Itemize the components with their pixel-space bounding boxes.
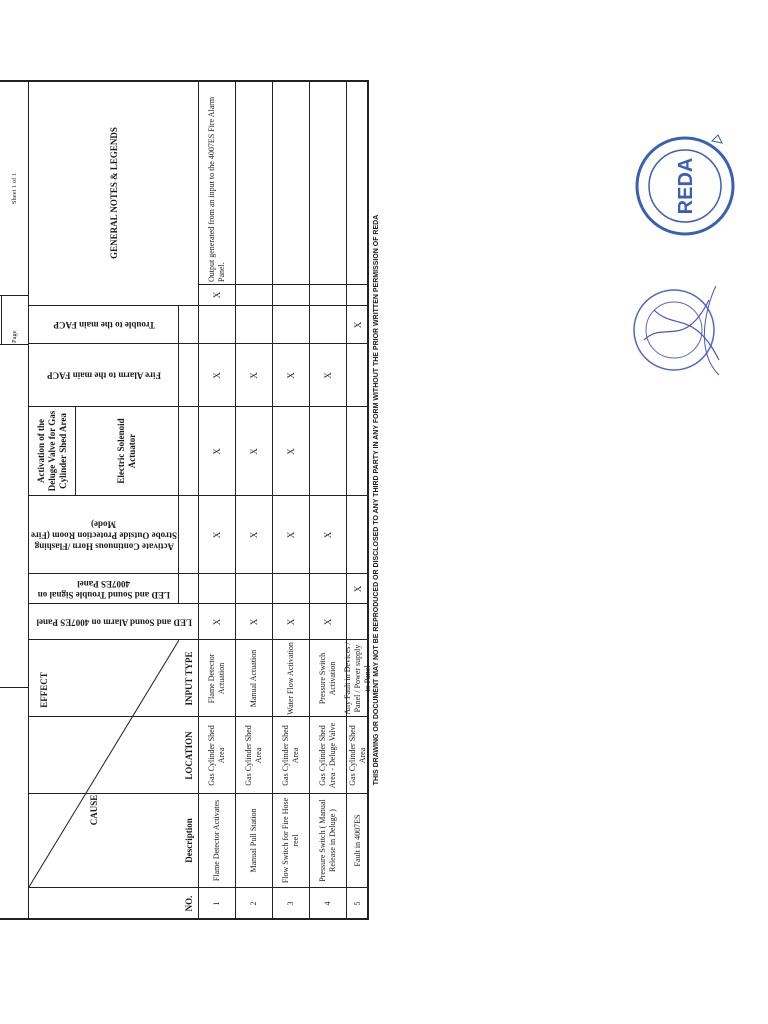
row-4-mark-3: X [323,531,333,539]
col-header-no: NO. [183,895,194,912]
row-1-mark-1: X [212,618,222,626]
col-header-deluge-group: Activation of the Deluge Valve for Gas Cylinder Shed Area [36,410,68,492]
row-4-mark-1: X [323,618,333,626]
row-5-location: Gas Cylinder Shed Area [347,725,367,786]
row-5-mark-6: X [352,321,363,329]
row-2-mark-1: X [249,618,259,626]
logo-divider [0,687,29,688]
row-2-input: Manual Actuation [249,649,258,708]
col-header-trouble-facp: Trouble to the main FACP [53,320,155,330]
col-header-fire-alarm-facp: Fire Alarm to the main FACP [47,370,161,381]
signature-stamp [624,280,730,380]
row-3-mark-4: X [286,448,296,455]
row-5-description: Fault in 4007ES [352,814,362,867]
legend-divider [199,284,368,285]
col-header-horn-strobe: Activate Continuous Horn /Flashing Strobe Outside Protection Room (Fire Mode) [31,519,177,552]
legend-text: Output generated from an input to the 4007ES Fire Alarm Panel. [207,96,226,282]
col-header-description: Description [183,818,194,863]
row-5-input: Any Fault in Devices / Panel / Power supply to Panel [342,642,372,715]
row-4-location: Gas Cylinder Shed Area - Deluge Valve [318,722,337,789]
page-value: Sheet 1 of 1 [10,172,18,205]
row-3-no: 3 [286,901,295,906]
row-4-description: Pressure Switch ( Manual Release in Deluge ) [318,799,337,882]
row-2-description: Manual Pull Station [249,808,258,873]
row-1-mark-4: X [212,448,222,455]
subheader-line [178,306,179,603]
row-3-mark-1: X [286,618,296,626]
seal-icon [632,133,738,239]
row-3-mark-5: X [286,372,296,379]
col-header-led-alarm: LED and Sound Alarm on 4007ES Panel [36,617,192,628]
row-3-mark-3: X [286,531,296,539]
row-1-input: Flame Detector Actuation [207,653,226,704]
col-header-input-type: INPUT TYPE [183,651,194,706]
row-1-description: Flame Detector Activates [212,799,221,882]
row-4-input: Pressure Switch Activation [318,652,337,705]
notes-header: GENERAL NOTES & LEGENDS [109,127,119,259]
col-header-solenoid: Electric Solenoid Actuator [116,418,137,484]
page-label: Page [10,330,18,343]
row-2-no: 2 [249,901,258,906]
col-header-led-trouble: LED and Sound Trouble Signal on 4007ES Panel [37,579,171,600]
row-2-mark-5: X [249,372,259,379]
signature-seal-icon [624,280,730,380]
row-5-mark-2: X [352,585,363,593]
svg-text:REDA: REDA [675,157,697,215]
row-2-mark-3: X [249,531,259,539]
row-3-description: Flow Switch for Fire Hose reel [281,797,300,884]
row-3-input: Water Flow Activation [286,642,295,715]
reda-logo [0,690,13,830]
row-1-location: Gas Cylinder Shed Area [207,725,226,786]
row-1-mark-3: X [212,531,222,539]
row-4-no: 4 [323,901,332,906]
col-header-location: LOCATION [183,731,194,780]
effect-label: EFFECT [38,672,49,708]
row-5-no: 5 [352,901,362,906]
cause-label: CAUSE [88,794,99,826]
footer-disclaimer: THIS DRAWING OR DOCUMENT MAY NOT BE REPRODUCED OR DISCLOSED TO ANY THIRD PARTY IN ANY FORM WITHOUT THE PRIOR WRITTEN PERMISSION OF REDA [372,214,380,786]
document-sheet [0,60,385,940]
row-1-no: 1 [212,901,221,906]
row-1-mark-5: X [212,372,222,379]
legend-mark: X [212,291,222,299]
row-3-location: Gas Cylinder Shed Area [281,725,300,786]
row-4-mark-5: X [323,372,333,379]
row-2-mark-4: X [249,448,259,455]
row-2-location: Gas Cylinder Shed Area [244,725,263,786]
company-seal-stamp [632,133,738,239]
